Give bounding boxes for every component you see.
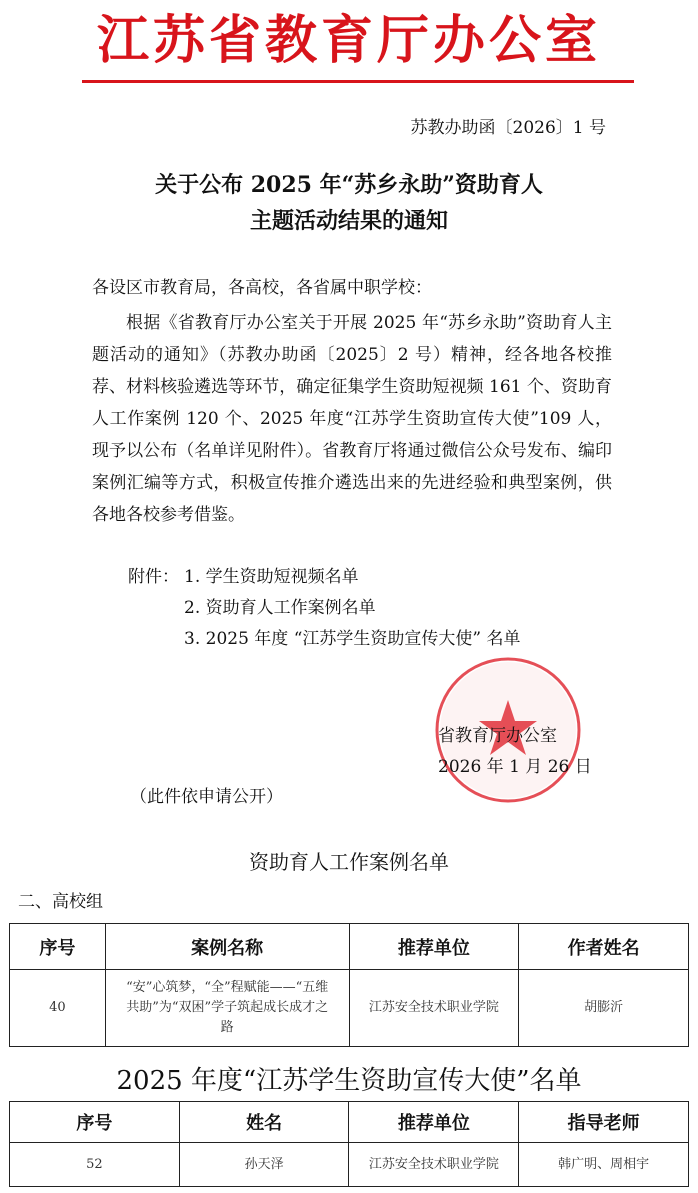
case-list-title: 资助育人工作案例名单 <box>249 850 449 874</box>
case-table <box>9 923 689 1047</box>
disclosure-note: （此件依申请公开） <box>130 787 283 807</box>
group-label: 二、高校组 <box>18 892 103 912</box>
signature-date: 2026 年 1 月 26 日 <box>438 757 592 777</box>
ambassador-list-title: 2025 年度“江苏学生资助宣传大使”名单 <box>116 1066 582 1096</box>
column-header: 序号 <box>10 924 106 970</box>
red-header-rule <box>82 80 634 83</box>
recommending-unit: 江苏安全技术职业学院 <box>349 1143 519 1187</box>
recommending-unit: 江苏安全技术职业学院 <box>349 970 519 1047</box>
notice-title-line-1: 关于公布 2025 年“苏乡永助”资助育人 <box>155 172 543 198</box>
table-row <box>10 1143 689 1187</box>
column-header: 作者姓名 <box>519 924 689 970</box>
case-name: “安”心筑梦，“全”程赋能——“五维共助”为“双困”学子筑起成长成才之路 <box>105 970 349 1047</box>
attachment-item-3: 3. 2025 年度 “江苏学生资助宣传大使” 名单 <box>184 629 521 649</box>
column-header: 推荐单位 <box>349 1102 519 1143</box>
table-header-row <box>10 1102 689 1143</box>
column-header: 推荐单位 <box>349 924 519 970</box>
notice-title-line-2: 主题活动结果的通知 <box>249 208 448 234</box>
notice-body-paragraph: 根据《省教育厅办公室关于开展 2025 年“苏乡永助”资助育人主题活动的通知》（苏教办助函〔2025〕2 号）精神，经各地各校推荐、材料核验遴选等环节，确定征集学生资助短视频 161 个、资助育人工作案例 120 个、2025 年度“江苏学生资助宣传大使”109 人，现予以公布（名单详见附件）。省教育厅将通过微信公众号发布、编印案例汇编等方式，积极宣传推介遴选出来的先进经验和典型案例，供各地各校参考借鉴。 <box>92 313 612 525</box>
signature-organization: 省教育厅办公室 <box>438 726 557 746</box>
salutation: 各设区市教育局，各高校，各省属中职学校： <box>92 278 432 298</box>
author-name: 胡膨沂 <box>519 970 689 1047</box>
ambassador-name: 孙天泽 <box>179 1143 349 1187</box>
row-index: 40 <box>10 970 106 1047</box>
attachment-item-2: 2. 资助育人工作案例名单 <box>184 598 376 618</box>
column-header: 案例名称 <box>105 924 349 970</box>
table-row <box>10 970 689 1047</box>
attachment-item-1: 1. 学生资助短视频名单 <box>184 567 359 587</box>
column-header: 指导老师 <box>519 1102 689 1143</box>
ambassador-table <box>9 1101 689 1187</box>
column-header: 序号 <box>10 1102 180 1143</box>
row-index: 52 <box>10 1143 180 1187</box>
column-header: 姓名 <box>179 1102 349 1143</box>
document-number: 苏教办助函〔2026〕1 号 <box>410 118 606 138</box>
office-header-title: 江苏省教育厅办公室 <box>96 11 601 71</box>
advisor-name: 韩广明、周相宇 <box>519 1143 689 1187</box>
attachments-label: 附件： <box>128 567 179 587</box>
table-header-row <box>10 924 689 970</box>
